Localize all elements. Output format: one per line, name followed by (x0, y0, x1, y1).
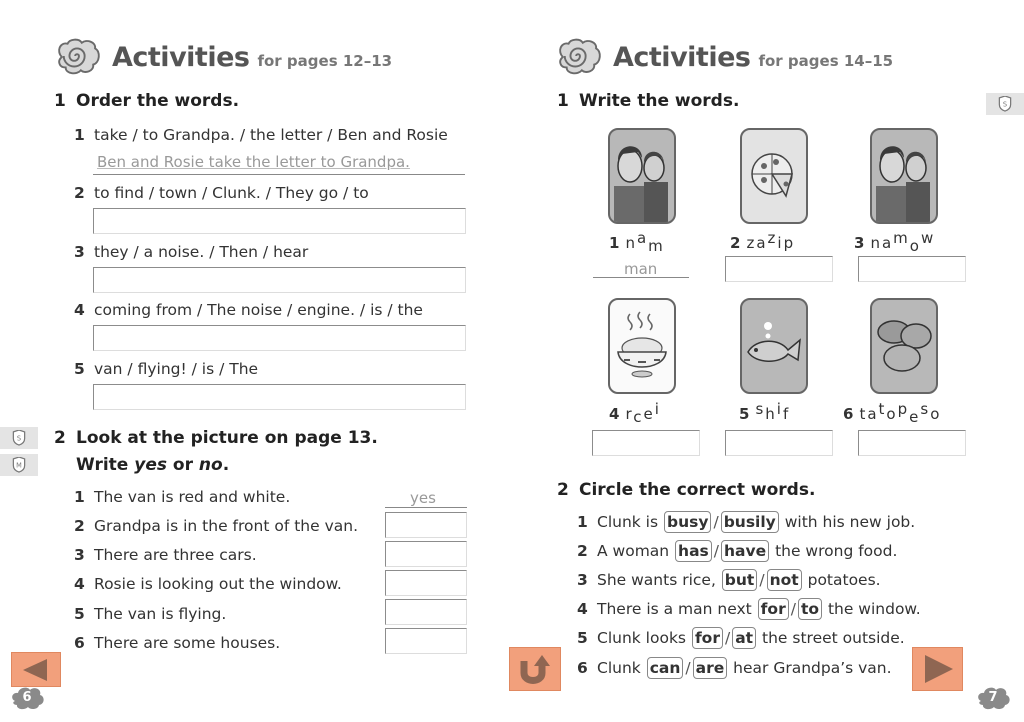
item-prompt: take / to Grandpa. / the letter / Ben and Rosie (94, 126, 448, 144)
letter: i (654, 400, 661, 418)
item-number: 4 (74, 575, 85, 593)
circle-item (577, 598, 921, 620)
circle-item (577, 569, 881, 591)
answer-box[interactable] (93, 325, 466, 351)
sentence-start: A woman (597, 542, 675, 560)
shield-m-icon (12, 457, 26, 473)
option-2[interactable]: to (798, 598, 822, 620)
pizza-illustration-icon (742, 130, 806, 222)
letter: i (777, 234, 784, 252)
order-item (74, 301, 423, 319)
swirl-logo-icon (555, 38, 603, 76)
answer-box[interactable] (858, 256, 966, 282)
item-number: 5 (74, 605, 85, 623)
exercise-2-title (557, 480, 815, 500)
exercise-number: 2 (557, 480, 569, 500)
item-text: Rosie is looking out the window. (94, 575, 342, 593)
left-page (0, 0, 500, 722)
option-1[interactable]: for (692, 627, 723, 649)
previous-page-button[interactable] (11, 652, 61, 687)
answer-box[interactable] (93, 208, 466, 234)
answer-example: man (624, 260, 658, 278)
item-number: 1 (74, 126, 85, 144)
man-woman-illustration-icon (610, 130, 674, 222)
letter: e (909, 408, 921, 426)
item-prompt: they / a noise. / Then / hear (94, 243, 309, 261)
badge-letter: S (16, 434, 22, 443)
item-prompt: coming from / The noise / engine. / is / the (94, 301, 423, 319)
option-2[interactable]: at (732, 627, 756, 649)
scrambled-word (730, 229, 796, 252)
circle-item (577, 511, 915, 533)
option-1[interactable]: but (722, 569, 758, 591)
item-number: 3 (74, 546, 85, 564)
answer-box[interactable] (858, 430, 966, 456)
item-number: 1 (74, 488, 85, 506)
letter: a (756, 234, 768, 252)
shield-s-icon (998, 96, 1012, 112)
item-number: 3 (854, 234, 865, 252)
sentence-end: the window. (823, 600, 921, 618)
item-number: 3 (74, 243, 85, 261)
picture-man-and-woman (608, 128, 676, 224)
item-prompt: van / flying! / is / The (94, 360, 259, 378)
fish-illustration-icon (742, 300, 806, 392)
badge-letter: M (16, 461, 22, 470)
item-number: 3 (577, 571, 588, 589)
answer-line (385, 507, 467, 508)
slash: / (724, 629, 731, 647)
exercise-title-text: Circle the correct words. (579, 480, 816, 500)
sentence-start: There is a man next (597, 600, 757, 618)
sentence-end: with his new job. (779, 513, 916, 531)
letter: z (746, 234, 757, 252)
answer-example: yes (410, 489, 436, 507)
sentence-end: the wrong food. (770, 542, 898, 560)
exercise-title-text: Write the words. (579, 91, 740, 111)
letter: o (886, 405, 898, 423)
answer-box[interactable] (385, 512, 467, 538)
option-2[interactable]: have (721, 540, 769, 562)
title-yes: yes (134, 455, 167, 475)
scrambled-word (609, 400, 661, 426)
order-item (74, 243, 308, 261)
letter: o (909, 237, 921, 255)
letter: a (867, 405, 879, 423)
item-text: There are three cars. (94, 546, 257, 564)
yes-no-item (74, 517, 358, 535)
option-1[interactable]: busy (664, 511, 711, 533)
header-subtitle: for pages 14–15 (758, 52, 894, 70)
scrambled-word (609, 229, 665, 255)
title-text: or (166, 455, 199, 475)
letter: s (755, 400, 766, 418)
letter: f (782, 405, 791, 423)
item-number: 6 (843, 405, 854, 423)
page-number-text: 7 (988, 690, 998, 705)
exercise-title-text: Order the words. (76, 91, 240, 111)
letter: t (878, 400, 887, 418)
header-title: Activities (613, 41, 751, 73)
sentence-end: the street outside. (757, 629, 905, 647)
sentence-start: Clunk looks (597, 629, 691, 647)
letter: c (633, 408, 644, 426)
circle-item (577, 540, 897, 562)
letter: e (643, 405, 655, 423)
sentence-start: Clunk (597, 659, 646, 677)
item-number: 5 (74, 360, 85, 378)
item-number: 2 (74, 517, 85, 535)
sentence-end: hear Grandpa’s van. (728, 659, 892, 677)
sentence-end: potatoes. (802, 571, 881, 589)
answer-box[interactable] (385, 628, 467, 654)
slash: / (685, 659, 691, 677)
letter: n (625, 234, 637, 252)
letter: a (636, 229, 649, 247)
scrambled-word (843, 400, 942, 426)
answer-line (593, 277, 689, 278)
answer-box[interactable] (93, 267, 466, 293)
sentence-start: Clunk is (597, 513, 663, 531)
shield-s-icon (12, 430, 26, 446)
exercise-number: 2 (54, 428, 66, 448)
next-page-button[interactable] (912, 647, 963, 691)
item-number: 4 (74, 301, 85, 319)
answer-box[interactable] (725, 256, 833, 282)
sentence-start: She wants rice, (597, 571, 721, 589)
item-text: The van is flying. (94, 605, 227, 623)
badge-m (0, 454, 38, 476)
option-2[interactable]: are (693, 657, 728, 679)
picture-pizza (740, 128, 808, 224)
item-prompt: to find / town / Clunk. / They go / to (94, 184, 369, 202)
answer-box[interactable] (725, 430, 833, 456)
item-number: 2 (74, 184, 85, 202)
header-subtitle: for pages 12–13 (257, 52, 393, 70)
scrambled-word (854, 229, 936, 255)
slash: / (759, 571, 765, 589)
option-2[interactable]: not (767, 569, 802, 591)
exercise-2-title-line2 (76, 455, 229, 475)
letter: w (920, 229, 936, 247)
yes-no-item (74, 605, 226, 623)
answer-box[interactable] (93, 384, 466, 410)
yes-no-item (74, 575, 342, 593)
answer-line (93, 174, 465, 175)
letter: t (859, 405, 868, 423)
item-number: 5 (739, 405, 750, 423)
letter: r (625, 405, 634, 423)
page-number-text: 6 (22, 690, 32, 705)
letter: h (765, 405, 777, 423)
item-number: 1 (609, 234, 620, 252)
option-1[interactable]: can (647, 657, 684, 679)
swirl-logo-icon (54, 38, 102, 76)
letter: n (870, 234, 882, 252)
answer-box[interactable] (385, 599, 467, 625)
u-turn-arrow-icon (518, 653, 552, 685)
slash: / (713, 542, 720, 560)
item-text: There are some houses. (94, 634, 281, 652)
man-woman-illustration-icon (872, 130, 936, 222)
item-text: Grandpa is in the front of the van. (94, 517, 358, 535)
triangle-left-icon (21, 658, 51, 682)
triangle-right-icon (921, 654, 955, 684)
letter: s (920, 400, 931, 418)
order-item (74, 126, 448, 144)
page-number-6 (10, 686, 44, 710)
option-2[interactable]: busily (721, 511, 779, 533)
scrambled-word (739, 400, 791, 423)
yes-no-item (74, 488, 290, 506)
title-no: no (198, 455, 223, 475)
title-text: . (222, 455, 230, 475)
order-item (74, 184, 369, 202)
exercise-2-title (54, 428, 378, 448)
page-number-7 (976, 686, 1010, 710)
answer-box[interactable] (385, 570, 467, 596)
item-number: 4 (577, 600, 588, 618)
letter: o (930, 405, 942, 423)
picture-man-and-woman (870, 128, 938, 224)
title-text: Write (76, 455, 135, 475)
option-1[interactable]: for (758, 598, 789, 620)
picture-rice-bowl (608, 298, 676, 394)
letter: m (893, 229, 910, 247)
order-item (74, 360, 258, 378)
exercise-1-title (54, 91, 239, 111)
item-number: 2 (577, 542, 588, 560)
item-number: 6 (74, 634, 85, 652)
item-number: 6 (577, 659, 588, 677)
right-header (555, 38, 893, 76)
exercise-number: 1 (54, 91, 66, 111)
slash: / (713, 513, 719, 531)
back-to-start-button[interactable] (509, 647, 561, 691)
item-number: 2 (730, 234, 741, 252)
option-1[interactable]: has (675, 540, 712, 562)
left-header (54, 38, 392, 76)
circle-item (577, 627, 905, 649)
exercise-title-text: Look at the picture on page 13. (76, 428, 378, 448)
letter: m (648, 237, 665, 255)
item-number: 5 (577, 629, 588, 647)
answer-box[interactable] (385, 541, 467, 567)
slash: / (790, 600, 796, 618)
answer-example: Ben and Rosie take the letter to Grandpa. (97, 153, 410, 171)
letter: z (767, 229, 778, 247)
potatoes-illustration-icon (872, 300, 936, 392)
yes-no-item (74, 634, 280, 652)
exercise-number: 1 (557, 91, 569, 111)
exercise-1-title (557, 91, 739, 111)
rice-bowl-illustration-icon (610, 300, 674, 392)
letter: i (776, 400, 783, 418)
badge-s (0, 427, 38, 449)
letter: a (881, 234, 894, 252)
answer-box[interactable] (592, 430, 700, 456)
item-text: The van is red and white. (94, 488, 291, 506)
picture-potatoes (870, 298, 938, 394)
item-number: 4 (609, 405, 620, 423)
picture-fish (740, 298, 808, 394)
right-page (512, 0, 1024, 722)
badge-letter: S (1002, 100, 1008, 109)
header-title: Activities (112, 41, 250, 73)
letter: p (897, 400, 910, 418)
item-number: 1 (577, 513, 588, 531)
badge-s (986, 93, 1024, 115)
letter: p (783, 234, 796, 252)
circle-item (577, 657, 892, 679)
yes-no-item (74, 546, 257, 564)
